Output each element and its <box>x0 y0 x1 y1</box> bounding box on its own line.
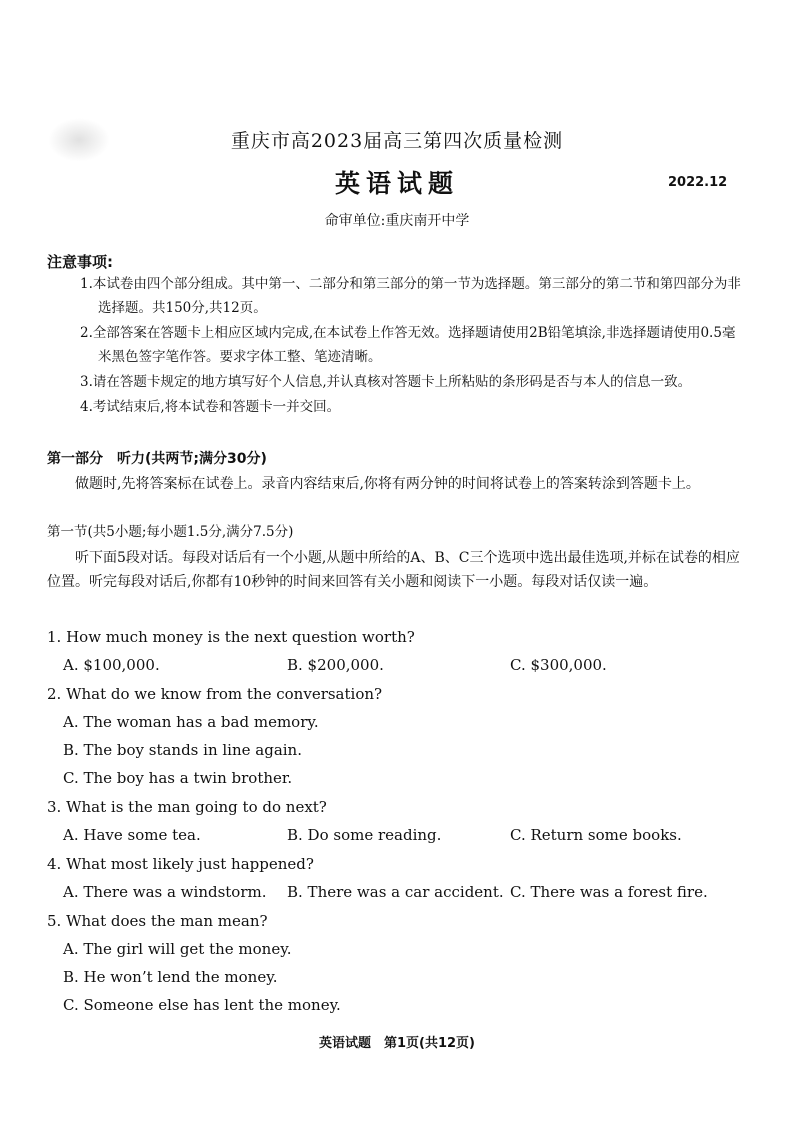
option-a: A. The girl will get the money. <box>63 940 292 958</box>
option-b: B. He won’t lend the money. <box>63 968 278 986</box>
section1-heading: 第一节(共5小题;每小题1.5分,满分7.5分) <box>47 524 294 540</box>
question-stem: 4. What most likely just happened? <box>47 855 314 873</box>
notice-list <box>80 272 748 420</box>
question-stem: 1. How much money is the next question worth? <box>47 628 415 646</box>
exam-main-title: 重庆市高2023届高三第四次质量检测 <box>230 130 564 152</box>
part1-heading <box>47 448 267 468</box>
part1-title: 第一部分 听力(共两节;满分30分) <box>47 451 267 467</box>
notice-item: 3.请在答题卡规定的地方填写好个人信息,并认真核对答题卡上所粘贴的条形码是否与本人的信息一致。 <box>80 374 692 390</box>
option-a: A. There was a windstorm. <box>63 883 267 901</box>
notice-item: 4.考试结束后,将本试卷和答题卡一并交回。 <box>80 399 341 415</box>
option-c: C. Return some books. <box>510 826 682 844</box>
option-a: A. The woman has a bad memory. <box>63 713 319 731</box>
option-a: A. $100,000. <box>63 656 160 674</box>
author-unit: 命审单位:重庆南开中学 <box>324 213 470 229</box>
option-b: B. $200,000. <box>287 656 384 674</box>
notice-item: 1.本试卷由四个部分组成。其中第一、二部分和第三部分的第一节为选择题。第三部分的第二节和第四部分为非选择题。共150分,共12页。 <box>80 276 741 316</box>
exam-date: 2022.12 <box>668 175 728 190</box>
question-stem: 5. What does the man mean? <box>47 912 268 930</box>
option-c: C. There was a forest fire. <box>510 883 708 901</box>
option-b: B. The boy stands in line again. <box>63 741 302 759</box>
notice-heading: 注意事项: <box>47 253 113 271</box>
notice-item: 2.全部答案在答题卡上相应区域内完成,在本试卷上作答无效。选择题请使用2B铅笔填涂,非选择题请使用0.5毫米黑色签字笔作答。要求字体工整、笔迹清晰。 <box>80 325 736 365</box>
option-c: C. $300,000. <box>510 656 607 674</box>
question-stem: 3. What is the man going to do next? <box>47 798 327 816</box>
option-b: B. Do some reading. <box>287 826 442 844</box>
part1-intro: 做题时,先将答案标在试卷上。录音内容结束后,你将有两分钟的时间将试卷上的答案转涂到答题卡上。 <box>75 476 700 492</box>
option-b: B. There was a car accident. <box>287 883 504 901</box>
subject-title: 英语试题 <box>334 169 459 198</box>
option-c: C. Someone else has lent the money. <box>63 996 341 1014</box>
option-a: A. Have some tea. <box>63 826 201 844</box>
question-stem: 2. What do we know from the conversation? <box>47 685 383 703</box>
option-c: C. The boy has a twin brother. <box>63 769 293 787</box>
page-footer: 英语试题 第1页(共12页) <box>318 1036 476 1051</box>
section1-intro: 听下面5段对话。每段对话后有一个小题,从题中所给的A、B、C三个选项中选出最佳选项,并标在试卷的相应位置。听完每段对话后,你都有10秒钟的时间来回答有关小题和阅读下一小题。每段对话仅读一遍。 <box>47 550 740 590</box>
